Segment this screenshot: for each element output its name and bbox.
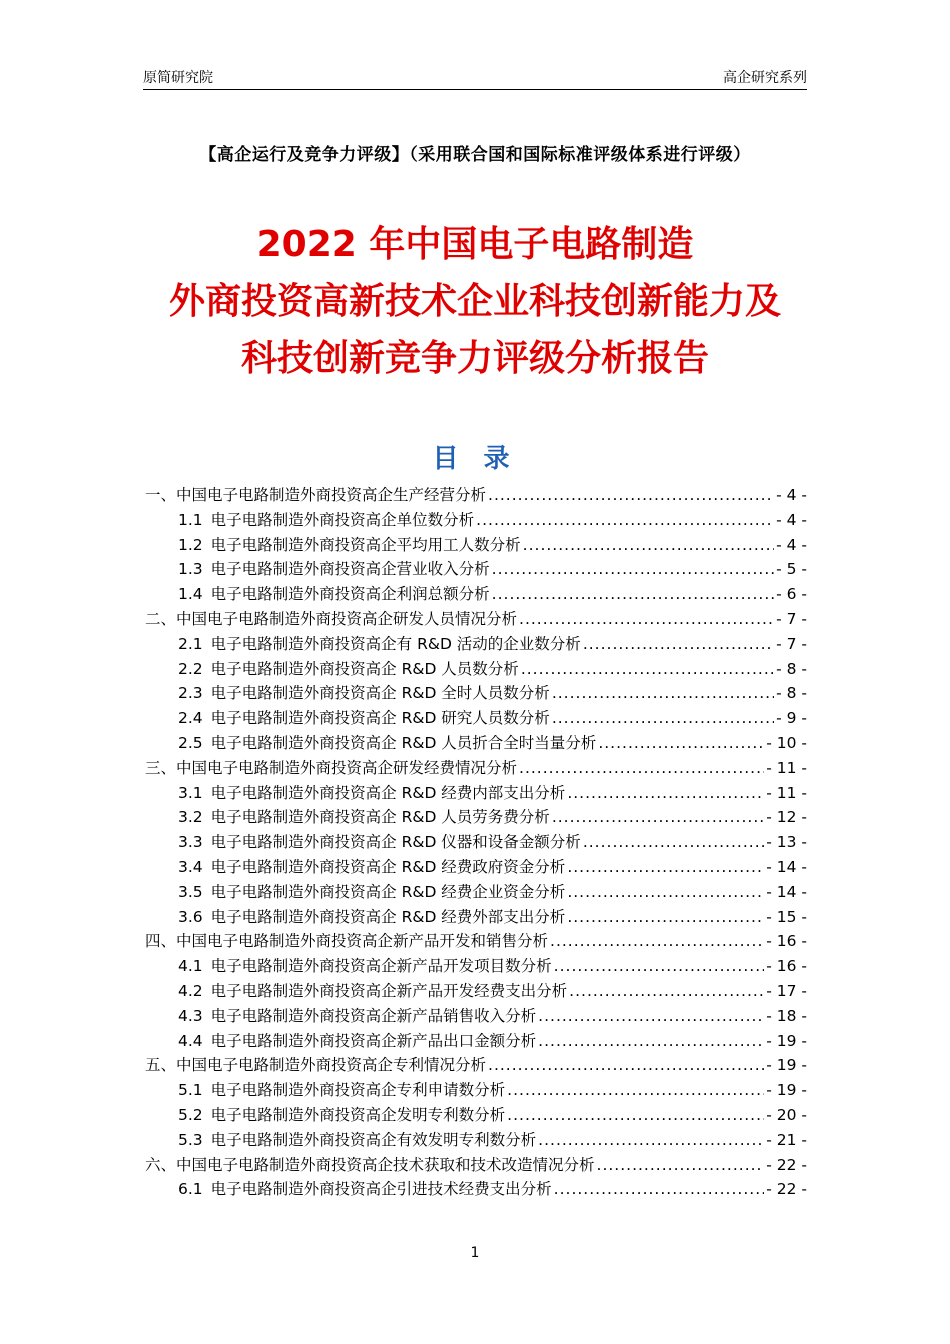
toc-entry-text: 电子电路制造外商投资高企发明专利数分析 [210, 1105, 506, 1124]
toc-entry-text: 电子电路制造外商投资高企 R&D 经费企业资金分析 [210, 882, 566, 901]
toc-entry-page: - 19 - [766, 1081, 807, 1100]
header-left: 原简研究院 [143, 70, 213, 86]
toc-dot-leader [507, 1103, 764, 1128]
toc-dot-leader [583, 830, 764, 855]
toc-entry-text: 电子电路制造外商投资高企单位数分析 [210, 510, 475, 529]
toc-entry-label [145, 1053, 486, 1078]
toc-entry-label [178, 731, 596, 756]
toc-entry-number: 3.6 [178, 907, 203, 926]
toc-entry-number: 2.2 [178, 659, 203, 678]
toc-entry-label [178, 781, 565, 806]
toc-entry-label [178, 582, 490, 607]
toc-entry-label [178, 855, 565, 880]
toc-dot-leader [492, 582, 774, 607]
toc-dot-leader [554, 954, 765, 979]
toc-entry-page: - 14 - [766, 857, 807, 876]
toc-entry-text: 电子电路制造外商投资高企 R&D 全时人员数分析 [210, 684, 550, 703]
toc-entry[interactable] [145, 632, 807, 657]
toc-entry-page: - 12 - [766, 808, 807, 827]
toc-entry-label [178, 1103, 505, 1128]
toc-entry-text: 电子电路制造外商投资高企新产品出口金额分析 [210, 1031, 537, 1050]
toc-entry-label [178, 905, 565, 930]
subtitle: 【高企运行及竞争力评级】（采用联合国和国际标准评级体系进行评级） [199, 145, 751, 165]
toc-entry[interactable] [145, 781, 807, 806]
toc-entry[interactable] [145, 805, 807, 830]
toc-entry-page: - 8 - [776, 659, 807, 678]
title-line-3: 科技创新竞争力评级分析报告 [240, 338, 709, 379]
toc-entry[interactable] [145, 657, 807, 682]
toc-entry-text: 电子电路制造外商投资高企 R&D 人员数分析 [210, 659, 519, 678]
toc-entry-number: 4.3 [178, 1006, 203, 1025]
toc-entry-page: - 21 - [766, 1130, 807, 1149]
toc-entry-page: - 10 - [766, 733, 807, 752]
toc-entry[interactable] [145, 533, 807, 558]
toc-dot-leader [552, 681, 774, 706]
toc-entry-label [178, 557, 490, 582]
toc-entry-text: 三、中国电子电路制造外商投资高企研发经费情况分析 [145, 758, 518, 777]
toc-heading: 目 录 [432, 444, 518, 474]
toc-dot-leader [538, 1004, 764, 1029]
toc-entry-label [145, 1153, 595, 1178]
toc-entry[interactable] [145, 1153, 807, 1178]
page-header [143, 66, 807, 90]
toc-entry-text: 二、中国电子电路制造外商投资高企研发人员情况分析 [145, 609, 518, 628]
toc-dot-leader [488, 483, 774, 508]
toc-entry-number: 5.1 [178, 1081, 203, 1100]
toc-entry-page: - 7 - [776, 634, 807, 653]
toc-entry-label [178, 508, 474, 533]
toc-dot-leader [521, 657, 774, 682]
toc-dot-leader [567, 905, 764, 930]
toc-dot-leader [583, 632, 774, 657]
toc-entry[interactable] [145, 1128, 807, 1153]
toc-entry-page: - 11 - [766, 783, 807, 802]
toc-entry[interactable] [145, 706, 807, 731]
toc-entry-page: - 19 - [766, 1056, 807, 1075]
toc-entry-label [178, 706, 550, 731]
toc-entry-page: - 20 - [766, 1105, 807, 1124]
toc-dot-leader [550, 929, 764, 954]
toc-entry[interactable] [145, 1078, 807, 1103]
toc-entry[interactable] [145, 582, 807, 607]
toc-entry-label [178, 979, 567, 1004]
header-right: 高企研究系列 [723, 70, 807, 86]
toc-dot-leader [554, 1177, 765, 1202]
toc-entry-page: - 5 - [776, 560, 807, 579]
toc-entry-number: 3.2 [178, 808, 203, 827]
toc-entry-number: 4.1 [178, 957, 203, 976]
toc-entry-text: 电子电路制造外商投资高企 R&D 经费政府资金分析 [210, 857, 566, 876]
toc-entry-text: 电子电路制造外商投资高企引进技术经费支出分析 [210, 1180, 552, 1199]
toc-entry-label [178, 805, 550, 830]
title-line-1: 2022 年中国电子电路制造 [256, 224, 694, 265]
toc-dot-leader [538, 1128, 764, 1153]
toc-entry[interactable] [145, 929, 807, 954]
toc-entry-page: - 7 - [776, 609, 807, 628]
toc-entry[interactable] [145, 830, 807, 855]
toc-dot-leader [538, 1029, 764, 1054]
toc-entry-text: 电子电路制造外商投资高企 R&D 人员劳务费分析 [210, 808, 550, 827]
toc-entry-label [145, 483, 486, 508]
toc-dot-leader [488, 1053, 764, 1078]
toc-entry-text: 电子电路制造外商投资高企专利申请数分析 [210, 1081, 506, 1100]
toc-entry-page: - 4 - [776, 510, 807, 529]
toc-entry[interactable] [145, 1004, 807, 1029]
toc-entry-number: 5.2 [178, 1105, 203, 1124]
toc-entry-text: 电子电路制造外商投资高企 R&D 研究人员数分析 [210, 709, 550, 728]
toc-entry[interactable] [145, 508, 807, 533]
toc-entry[interactable] [145, 1029, 807, 1054]
toc-entry-page: - 19 - [766, 1031, 807, 1050]
toc-entry-label [145, 756, 517, 781]
toc-entry-page: - 8 - [776, 684, 807, 703]
toc-dot-leader [598, 731, 764, 756]
toc-entry-page: - 11 - [766, 758, 807, 777]
page-number: 1 [470, 1245, 480, 1261]
toc-dot-leader [552, 805, 764, 830]
toc-entry-text: 电子电路制造外商投资高企新产品销售收入分析 [210, 1006, 537, 1025]
toc-entry-label [178, 954, 552, 979]
toc-entry-page: - 6 - [776, 585, 807, 604]
toc-entry-page: - 9 - [776, 709, 807, 728]
toc-entry-text: 电子电路制造外商投资高企新产品开发经费支出分析 [210, 981, 568, 1000]
toc-entry[interactable] [145, 483, 807, 508]
toc-dot-leader [507, 1078, 764, 1103]
toc-entry[interactable] [145, 1053, 807, 1078]
toc-entry[interactable] [145, 681, 807, 706]
toc-entry-number: 3.4 [178, 857, 203, 876]
toc-entry-number: 4.4 [178, 1031, 203, 1050]
toc-dot-leader [567, 781, 764, 806]
toc-entry-page: - 4 - [776, 486, 807, 504]
toc-entry[interactable] [145, 731, 807, 756]
toc-entry-label [178, 1177, 552, 1202]
toc-entry[interactable] [145, 1103, 807, 1128]
toc-dot-leader [476, 508, 774, 533]
toc-entry-text: 五、中国电子电路制造外商投资高企专利情况分析 [145, 1056, 487, 1075]
toc-entry-label [178, 632, 581, 657]
toc-entry-label [178, 830, 581, 855]
toc-entry-text: 六、中国电子电路制造外商投资高企技术获取和技术改造情况分析 [145, 1155, 595, 1174]
toc-entry-label [178, 681, 550, 706]
toc-entry-label [178, 1078, 505, 1103]
toc-entry-text: 电子电路制造外商投资高企利润总额分析 [210, 585, 490, 604]
toc-entry[interactable] [145, 855, 807, 880]
toc-entry-text: 电子电路制造外商投资高企 R&D 仪器和设备金额分析 [210, 833, 581, 852]
toc-entry-page: - 16 - [766, 932, 807, 951]
toc-entry[interactable] [145, 756, 807, 781]
toc-entry-page: - 13 - [766, 833, 807, 852]
toc-entry-number: 3.5 [178, 882, 203, 901]
toc-entry-number: 5.3 [178, 1130, 203, 1149]
toc-entry-page: - 18 - [766, 1006, 807, 1025]
toc-entry-label [178, 1004, 536, 1029]
toc-dot-leader [569, 979, 764, 1004]
toc-entry-text: 电子电路制造外商投资高企有效发明专利数分析 [210, 1130, 537, 1149]
toc-entry-text: 一、中国电子电路制造外商投资高企生产经营分析 [145, 486, 487, 504]
toc-entry-label [178, 533, 521, 558]
toc-entry-text: 电子电路制造外商投资高企 R&D 人员折合全时当量分析 [210, 733, 597, 752]
toc-entry-page: - 22 - [766, 1155, 807, 1174]
toc-entry-text: 四、中国电子电路制造外商投资高企新产品开发和销售分析 [145, 932, 549, 951]
toc-entry-number: 3.3 [178, 833, 203, 852]
toc-entry-label [178, 880, 565, 905]
toc-entry-text: 电子电路制造外商投资高企平均用工人数分析 [210, 535, 521, 554]
toc-entry-number: 2.1 [178, 634, 203, 653]
toc-dot-leader [523, 533, 774, 558]
toc-dot-leader [567, 880, 764, 905]
toc-entry-page: - 14 - [766, 882, 807, 901]
document-title [0, 216, 950, 387]
toc-entry-number: 2.5 [178, 733, 203, 752]
toc-entry[interactable] [145, 954, 807, 979]
toc-dot-leader [492, 557, 774, 582]
toc-entry-page: - 16 - [766, 957, 807, 976]
toc-entry-text: 电子电路制造外商投资高企 R&D 经费内部支出分析 [210, 783, 566, 802]
toc-entry-number: 6.1 [178, 1180, 203, 1199]
toc-entry-number: 2.3 [178, 684, 203, 703]
title-line-2: 外商投资高新技术企业科技创新能力及 [168, 281, 781, 322]
toc-entry[interactable] [145, 607, 807, 632]
toc-entry-text: 电子电路制造外商投资高企新产品开发项目数分析 [210, 957, 552, 976]
toc-dot-leader [519, 607, 774, 632]
toc-entry-page: - 17 - [766, 981, 807, 1000]
toc-entry[interactable] [145, 979, 807, 1004]
toc-entry-label [178, 1029, 536, 1054]
toc-entry[interactable] [145, 905, 807, 930]
toc-entry-label [145, 929, 548, 954]
toc-entry-text: 电子电路制造外商投资高企营业收入分析 [210, 560, 490, 579]
toc-dot-leader [597, 1153, 765, 1178]
toc-entry-text: 电子电路制造外商投资高企有 R&D 活动的企业数分析 [210, 634, 581, 653]
toc-entry-number: 1.4 [178, 585, 203, 604]
toc-entry[interactable] [145, 1177, 807, 1202]
toc-entry[interactable] [145, 880, 807, 905]
toc-entry-page: - 22 - [766, 1180, 807, 1199]
toc-entry-number: 1.2 [178, 535, 203, 554]
toc-entry-number: 3.1 [178, 783, 203, 802]
toc-entry-label [178, 1128, 536, 1153]
toc-entry-page: - 15 - [766, 907, 807, 926]
toc-entry-label [145, 607, 517, 632]
toc-entry-number: 2.4 [178, 709, 203, 728]
toc-entry-text: 电子电路制造外商投资高企 R&D 经费外部支出分析 [210, 907, 566, 926]
toc-entry[interactable] [145, 557, 807, 582]
toc-entry-number: 1.1 [178, 510, 203, 529]
toc-entry-page: - 4 - [776, 535, 807, 554]
toc-dot-leader [567, 855, 764, 880]
toc-entry-label [178, 657, 519, 682]
toc-entry-number: 4.2 [178, 981, 203, 1000]
toc-dot-leader [519, 756, 764, 781]
table-of-contents [145, 483, 807, 1202]
toc-dot-leader [552, 706, 774, 731]
toc-entry-number: 1.3 [178, 560, 203, 579]
